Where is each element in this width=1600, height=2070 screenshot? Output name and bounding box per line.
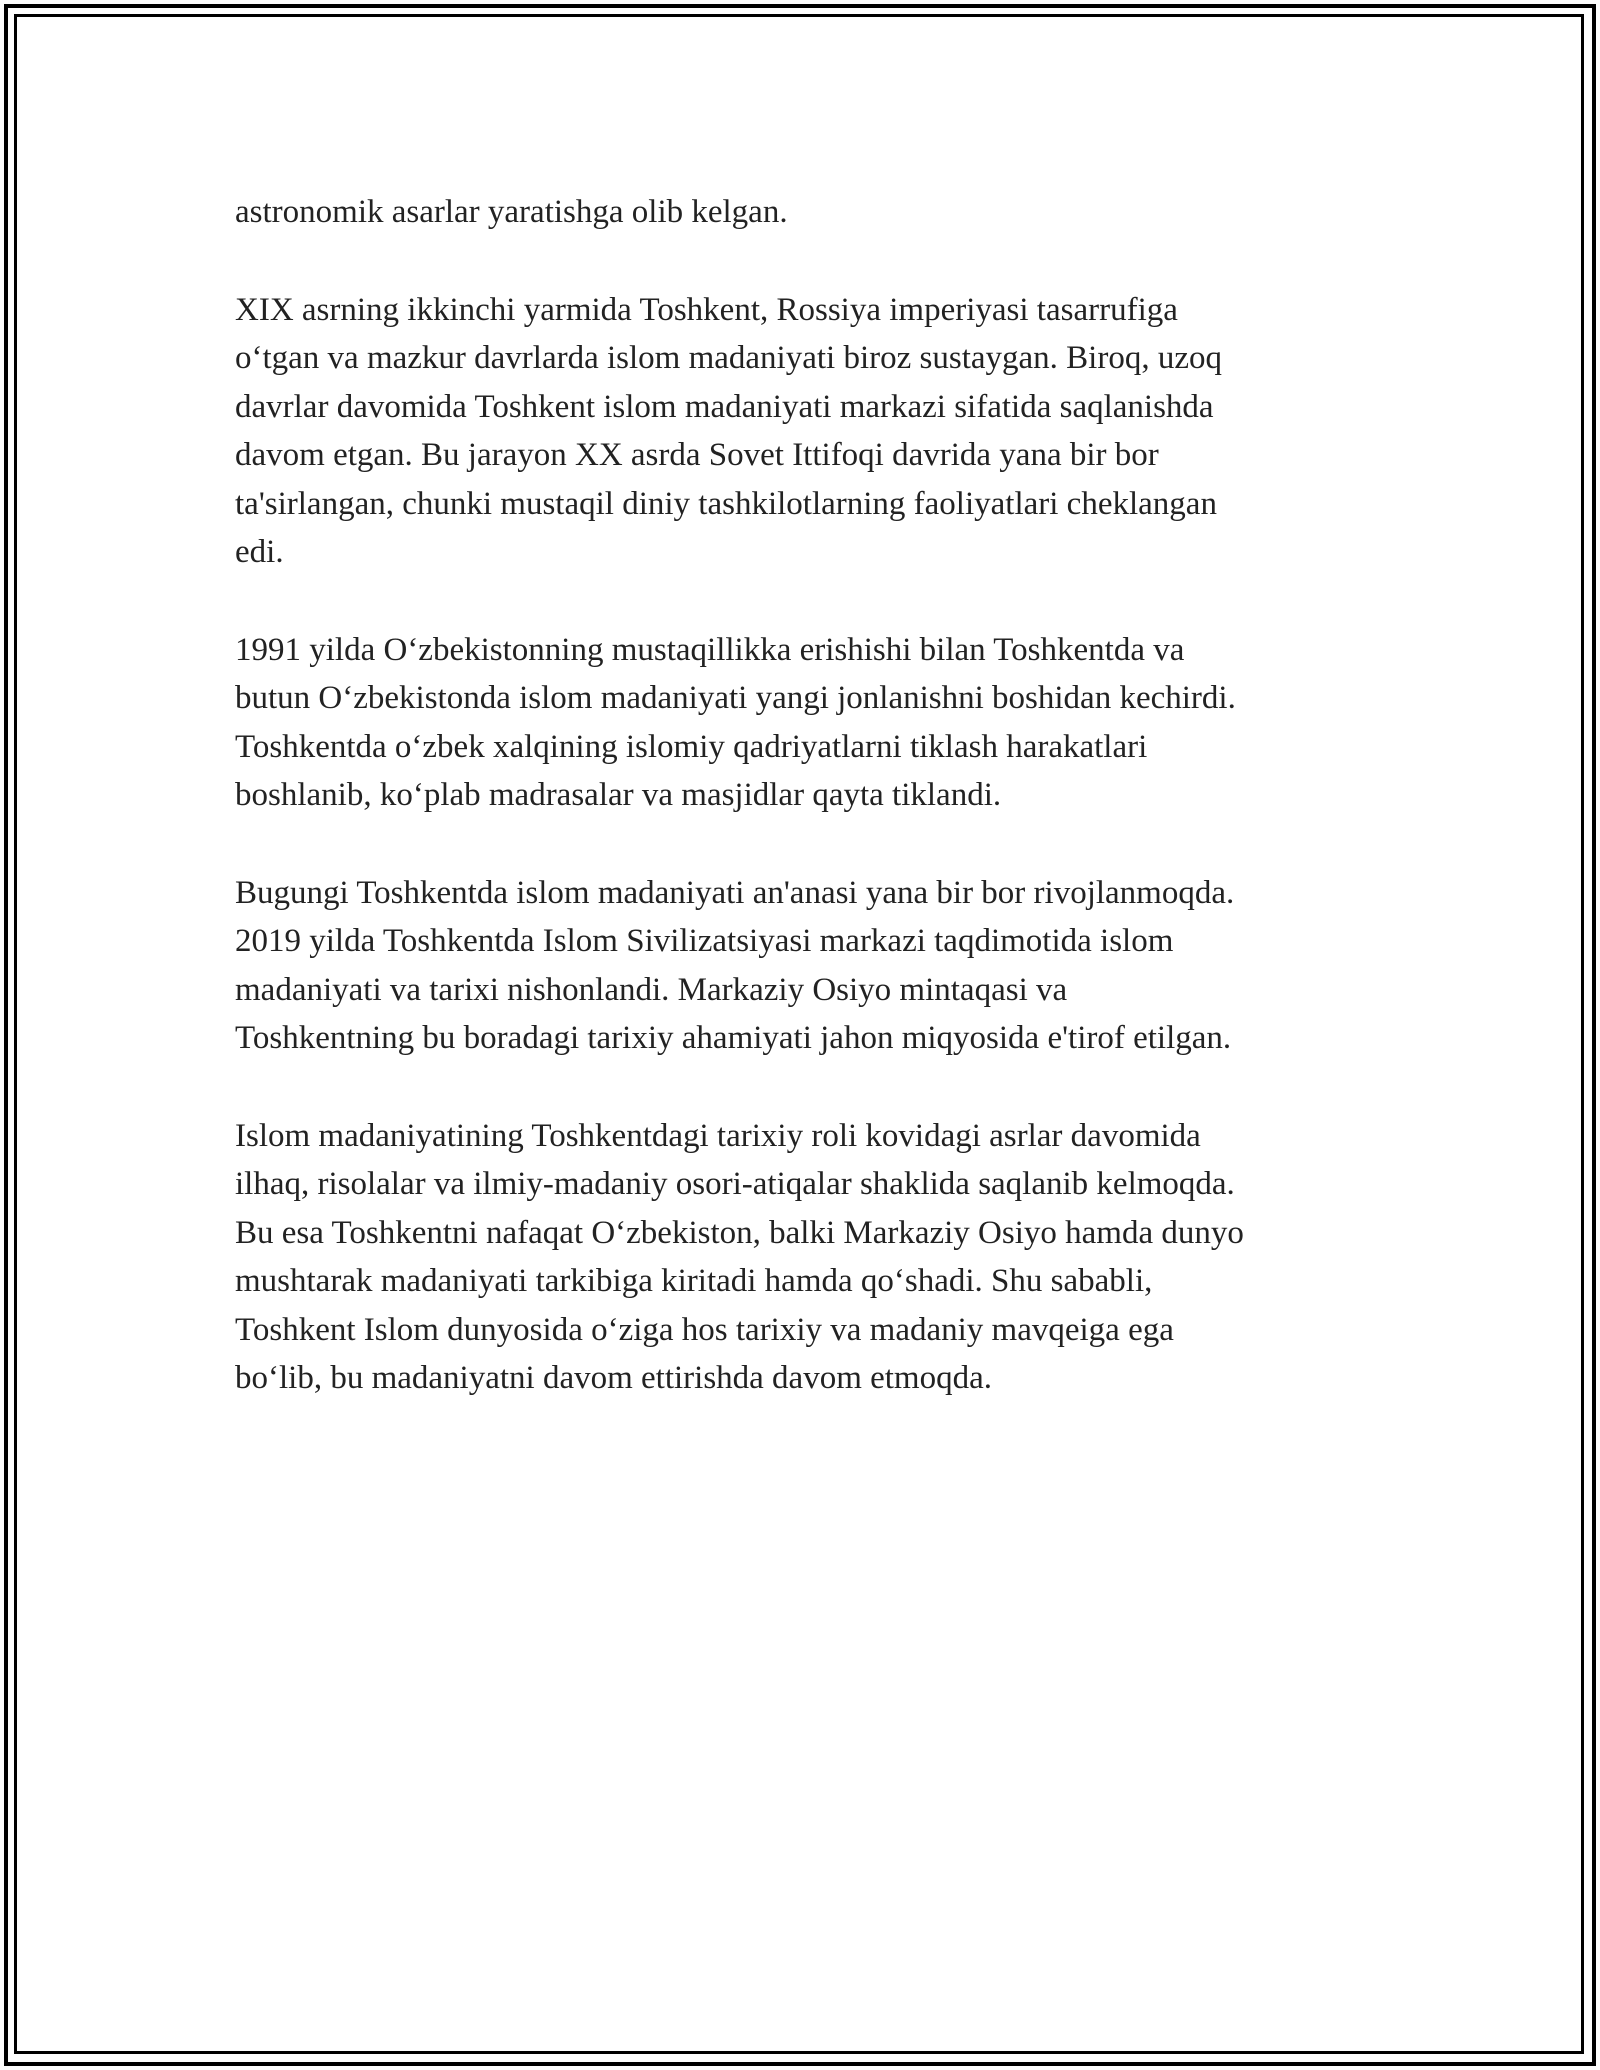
document-body	[235, 188, 1375, 1452]
paragraph-5: Islom madaniyatining Toshkentdagi tarixiy roli kovidagi asrlar davomida ilhaq, risolalar va ilmiy-madaniy osori-atiqalar shaklida saqlanib kelmoqda. Bu esa Toshkentni nafaqat O‘zbekiston, balki Markaziy Osiyo hamda dunyo mushtarak madaniyati tarkibiga kiritadi hamda qo‘shadi. Shu sababli, Toshkent Islom dunyosida o‘ziga hos tarixiy va madaniy mavqeiga ega bo‘lib, bu madaniyatni davom ettirishda davom etmoqda.	[235, 1117, 1244, 1396]
paragraph-1: astronomik asarlar yaratishga olib kelgan.	[235, 194, 788, 230]
paragraph-3: 1991 yilda O‘zbekistonning mustaqillikka erishishi bilan Toshkentda va butun O‘zbekistonda islom madaniyati yangi jonlanishni boshidan kechirdi. Toshkentda o‘zbek xalqining islomiy qadriyatlarni tiklash harakatlari boshlanib, ko‘plab madrasalar va masjidlar qayta tiklandi.	[235, 631, 1236, 813]
paragraph-2: XIX asrning ikkinchi yarmida Toshkent, Rossiya imperiyasi tasarrufiga o‘tgan va mazkur davrlarda islom madaniyati biroz sustaygan. Biroq, uzoq davrlar davomida Toshkent islom madaniyati markazi sifatida saqlanishda davom etgan. Bu jarayon XX asrda Sovet Ittifoqi davrida yana bir bor ta'sirlangan, chunki mustaqil diniy tashkilotlarning faoliyatlari cheklangan edi.	[235, 291, 1222, 570]
paragraph-4: Bugungi Toshkentda islom madaniyati an'anasi yana bir bor rivojlanmoqda. 2019 yilda Toshkentda Islom Sivilizatsiyasi markazi taqdimotida islom madaniyati va tarixi nishonlandi. Markaziy Osiyo mintaqasi va Toshkentning bu boradagi tarixiy ahamiyati jahon miqyosida e'tirof etilgan.	[235, 874, 1235, 1056]
